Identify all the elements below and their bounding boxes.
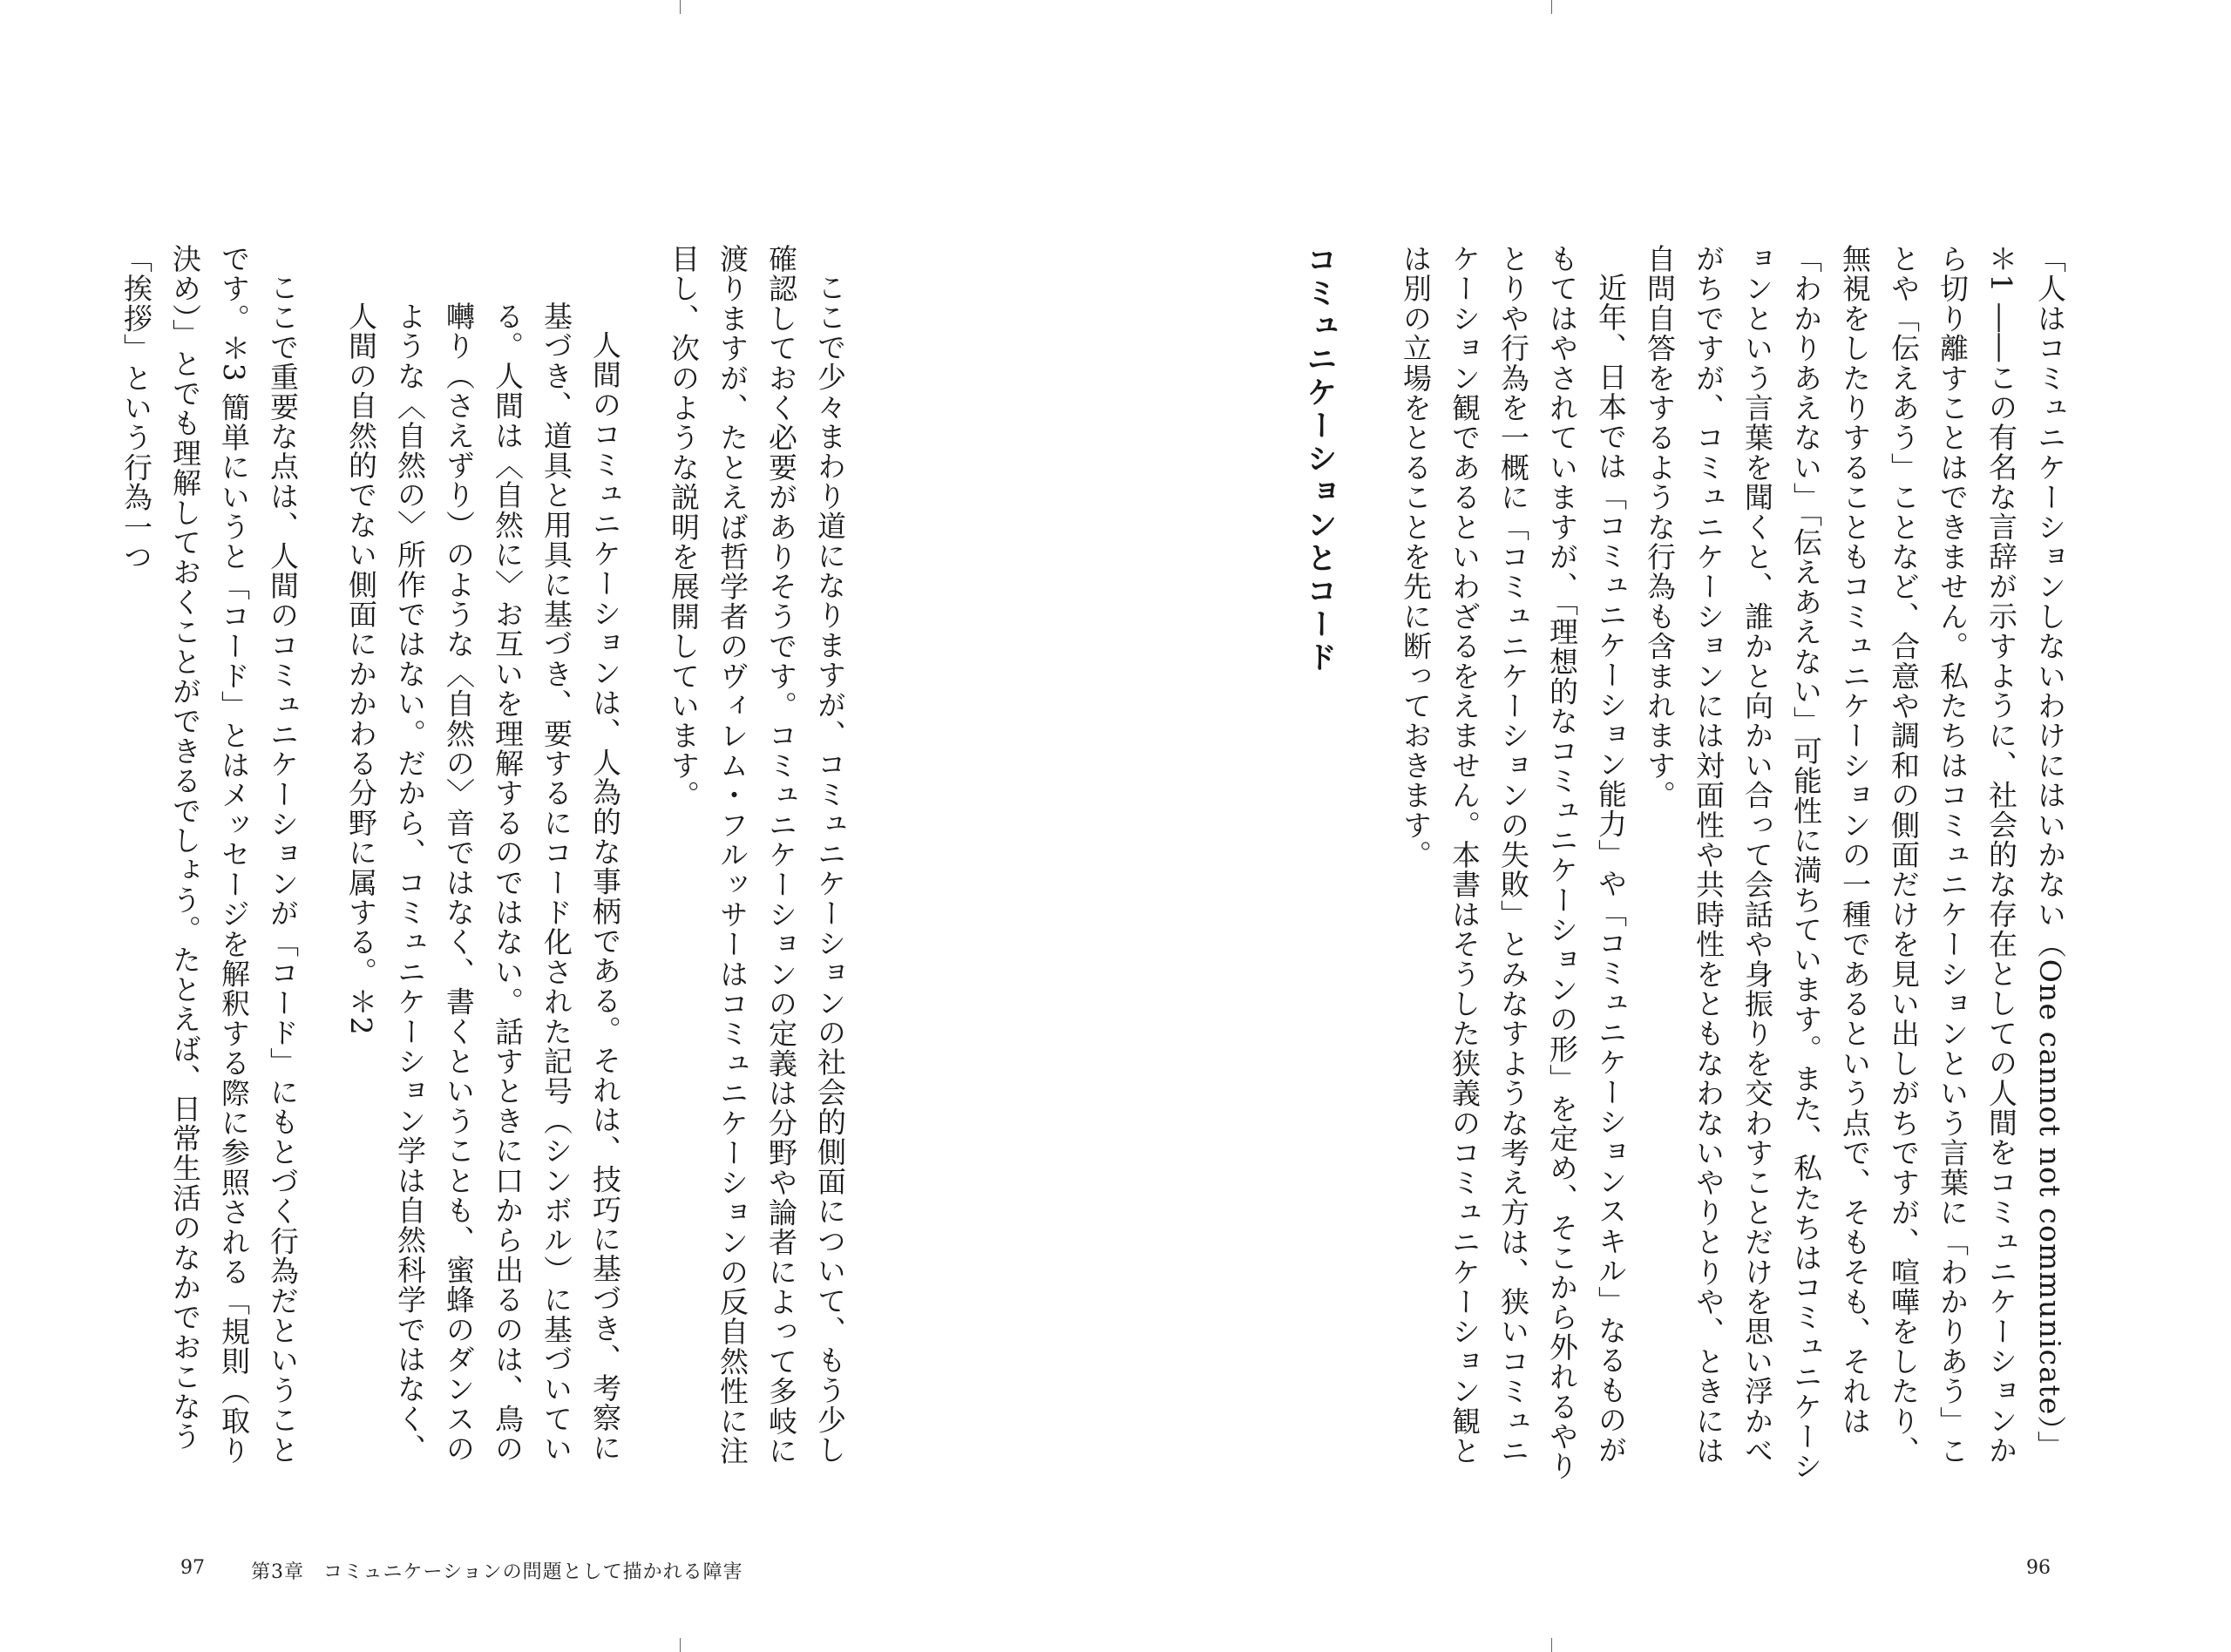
paragraph-code: ここで重要な点は、人間のコミュニケーションが「コード」にもとづく行為だということです。＊3 簡単にいうと「コード」とはメッセージを解釈する際に参照される「規則（取り決め）」とでも理解しておくことができるでしょう。たとえば、日常生活のなかでおこなう「挨拶」という行為一つ bbox=[119, 244, 300, 1466]
running-head-title: コミュニケーションの問題として描かれる障害 bbox=[323, 1561, 743, 1583]
crop-mark-top-left bbox=[680, 0, 681, 14]
running-head-chapter: 第3章 bbox=[251, 1561, 304, 1583]
section-heading: コミュニケーションとコード bbox=[1302, 244, 1337, 674]
running-head bbox=[251, 1557, 743, 1584]
paragraph-flusser-quote: 人間のコミュニケーションは、人為的な事柄である。それは、技巧に基づき、考察に基づき、道具と用具に基づき、要するにコード化された記号（シンボル）に基づいている。人間は〈自然に〉お互いを理解するのではない。話すときに口から出るのは、鳥の囀り（さえずり）のような〈自然の〉音ではなく、書くということも、蜜蜂のダンスのような〈自然の〉所作ではない。だから、コミュニケーション学は自然科学ではなく、人間の自然的でない側面にかかわる分野に属する。＊2 bbox=[344, 301, 622, 1464]
folio-left: 97 bbox=[180, 1557, 205, 1579]
paragraph-opening-quote: 「人はコミュニケーションしないわけにはいかない（One cannot not communicate）」＊1 ――この有名な言辞が示すように、社会的な存在としての人間をコミュニケーションから切り離すことはできません。私たちはコミュニケーションという言葉に「わかりあう」ことや「伝えあう」ことなど、合意や調和の側面だけを見い出しがちですが、喧嘩をしたり、無視をしたりすることもコミュニケーションの一種であるという点で、そもそも、それは「わかりあえない」「伝えあえない」可能性に満ちています。また、私たちはコミュニケーションという言葉を聞くと、誰かと向かい合って会話や身振りを交わすことだけを思い浮かべがちですが、コミュニケーションには対面性や共時性をともなわないやりとりや、ときには自問自答をするような行為も含まれます。 bbox=[1643, 244, 2067, 1481]
crop-mark-bottom-right bbox=[1551, 1638, 1552, 1652]
crop-mark-top-right bbox=[1551, 0, 1552, 14]
paragraph-detour: ここで少々まわり道になりますが、コミュニケーションの社会的側面について、もう少し確認しておく必要がありそうです。コミュニケーションの定義は分野や論者によって多岐に渡りますが、たとえば哲学者のヴィレム・フルッサーはコミュニケーションの反自然性に注目し、次のような説明を展開しています。 bbox=[667, 244, 847, 1466]
right-page-text bbox=[1302, 244, 2074, 1481]
quote-gap-after bbox=[307, 244, 336, 1481]
folio-right: 96 bbox=[2026, 1557, 2051, 1579]
left-page-text bbox=[119, 244, 854, 1481]
crop-mark-bottom-left bbox=[680, 1638, 681, 1652]
quote-gap bbox=[629, 244, 659, 1481]
paragraph-communication-skills: 近年、日本では「コミュニケーション能力」や「コミュニケーションスキル」なるものがもてはやされていますが、「理想的なコミュニケーションの形」を定め、そこから外れるやりとりや行為を一概に「コミュニケーションの失敗」とみなすような考え方は、狭いコミュニケーション観であるといわざるをえません。本書はそうした狭義のコミュニケーション観とは別の立場をとることを先に断っておきます。 bbox=[1399, 244, 1628, 1481]
